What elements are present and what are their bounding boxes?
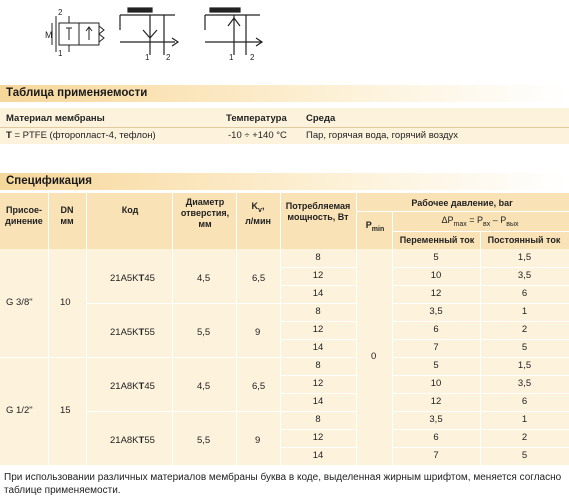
coil-label-m: M [45,30,53,40]
diameter-4: 5,5 [197,435,211,446]
header-pmin [358,220,392,235]
dc-pressure-value: 6 [521,288,528,299]
power-value: 8 [315,414,321,425]
ac-pressure-value: 5 [433,252,439,263]
header-delta-p [394,215,566,230]
header-diameter-line3: мм [198,219,212,229]
dc-pressure-value: 2 [521,324,528,335]
power-value: 8 [315,306,321,317]
dc-pressure-value: 1 [521,414,528,425]
code-21a8kt45 [110,381,155,392]
material-name: = PTFE (фторопласт-4, тефлон) [11,130,156,141]
header-connection-line1: Присое- [5,205,42,215]
connection-g38: G 3/8" [6,297,33,308]
code-material-letter: T [138,273,145,284]
code-material-letter: T [138,327,145,338]
power-value: 12 [312,378,324,389]
power-value: 14 [312,450,324,461]
material-cell [6,128,156,144]
code-suffix: 45 [144,273,155,284]
dn-10: 10 [60,297,71,308]
code-material-letter: T [138,381,145,392]
header-dn-line2: мм [60,216,74,226]
dc-pressure-value: 5 [521,342,528,353]
code-suffix: 45 [144,381,155,392]
header-power-line1: Потребляемая [285,201,351,211]
code-prefix: 21A5K [110,273,139,284]
header-dn-line1: DN [60,205,74,215]
port-label-2b: 2 [166,53,171,62]
dc-pressure-value: 5 [521,450,528,461]
power-value: 14 [312,396,324,407]
dn-15: 15 [60,405,71,416]
applicability-table [0,108,569,144]
kv-1: 6,5 [252,273,266,284]
header-medium: Среда [306,113,336,124]
ac-pressure-value: 3,5 [429,414,443,425]
port-label-2c: 2 [250,53,255,62]
temperature-value: -10 ÷ +140 °С [228,130,287,141]
code-prefix: 21A8K [110,381,139,392]
dc-pressure-value: 1 [521,306,528,317]
ac-pressure-value: 5 [433,360,439,371]
header-diameter-line2: отверстия, [180,208,230,218]
code-21a5kt55 [110,327,155,338]
code-suffix: 55 [144,327,155,338]
header-dp-sub-out: вых [506,220,519,228]
pmin-value: 0 [371,351,377,362]
power-value: 12 [312,324,324,335]
ac-pressure-value: 6 [433,432,439,443]
dc-pressure-value: 3,5 [517,378,532,389]
dc-pressure-value: 2 [521,432,528,443]
port-label-1: 1 [58,49,63,58]
header-dn [52,205,82,227]
applicability-header-row [0,111,569,127]
dc-pressure-value: 6 [521,396,528,407]
medium-value: Пар, горячая вода, горячий воздух [306,130,459,141]
power-value: 14 [312,342,324,353]
ac-pressure-value: 10 [430,378,442,389]
header-diameter-line1: Диаметр [185,197,225,207]
header-dp-minus: – P [490,215,507,225]
power-value: 12 [312,270,324,281]
header-dp-eq: = P [466,215,484,225]
header-kv-symbol: K [251,201,259,211]
specification-title: Спецификация [0,173,569,190]
power-value: 8 [315,360,321,371]
ac-pressure-value: 3,5 [429,306,443,317]
kv-4: 9 [255,435,261,446]
diameter-1: 4,5 [197,273,211,284]
header-pmin-sub: min [371,225,385,233]
header-connection [2,205,46,227]
header-dp-symbol: ΔP [441,215,454,225]
power-value: 14 [312,288,324,299]
header-dp-sub-max: max [453,220,467,228]
dc-pressure-value: 3,5 [517,270,532,281]
ac-pressure-value: 7 [433,342,439,353]
header-kv-comma: , [261,201,265,211]
port-label-1b: 1 [145,53,150,62]
header-material: Материал мембраны [6,113,105,124]
dc-pressure-value: 1,5 [517,360,532,371]
header-temperature: Температура [226,113,287,124]
applicability-data-row [0,128,569,144]
kv-3: 6,5 [252,381,266,392]
header-kv-sub: v [258,206,262,214]
diameter-3: 4,5 [197,381,211,392]
port-label-2: 2 [58,8,63,17]
code-21a5kt45 [110,273,155,284]
ac-pressure-value: 12 [430,288,442,299]
header-pressure: Рабочее давление, bar [411,198,513,208]
code-21a8kt55 [110,435,155,446]
dc-pressure-value: 1,5 [517,252,532,263]
port-label-1c: 1 [229,53,234,62]
kv-2: 9 [255,327,261,338]
code-suffix: 55 [144,435,155,446]
diameter-2: 5,5 [197,327,211,338]
code-material-letter: T [138,435,145,446]
header-kv-unit: л/мин [245,215,271,226]
material-code: T [6,130,12,141]
applicability-title: Таблица применяемости [0,85,569,102]
header-connection-line2: динение [5,216,43,226]
header-ac: Переменный ток [399,235,475,245]
ac-pressure-value: 12 [430,396,442,407]
ac-pressure-value: 10 [430,270,442,281]
header-dp-sub-in: вх [483,220,491,228]
code-prefix: 21A5K [110,327,139,338]
power-value: 12 [312,432,324,443]
code-prefix: 21A8K [110,435,139,446]
valve-diagrams [0,0,569,72]
header-power-line2: мощность, Вт [287,212,349,222]
header-pmin-symbol: P [365,220,372,230]
header-kv [238,201,278,227]
header-code: Код [121,205,139,215]
header-diameter [174,197,236,230]
connection-g12: G 1/2" [6,405,33,416]
header-dc: Постоянный ток [487,235,561,245]
valve-symbol-diagram [0,0,569,72]
footnote: При использовании различных материалов мембраны буква в коде, выделенная жирным шрифтом, меняется согласно таблице применяемости. [4,472,562,496]
specification-table [0,193,569,465]
power-value: 8 [315,252,321,263]
header-power [282,201,354,223]
ac-pressure-value: 7 [433,450,439,461]
ac-pressure-value: 6 [433,324,439,335]
